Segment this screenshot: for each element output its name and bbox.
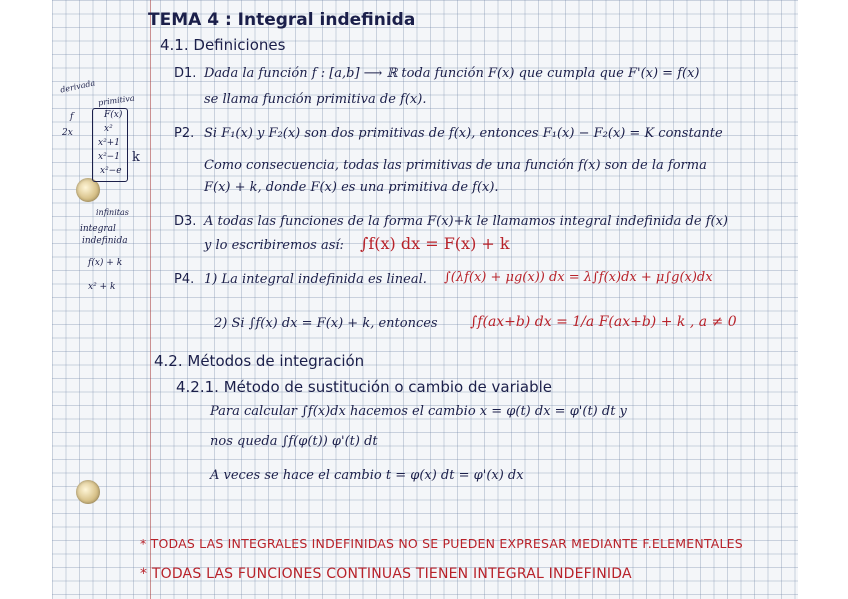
margin-x2-k: x² + k <box>88 282 116 292</box>
margin-f: f <box>70 112 74 122</box>
d3-line1: A todas las funciones de la forma F(x)+k le llamamos integral indefinida de f(x) <box>204 214 728 229</box>
p4-line2: 2) Si ∫f(x) dx = F(x) + k, entonces <box>214 316 438 331</box>
margin-integral: integral <box>80 224 116 234</box>
margin-x2-plus1: x²+1 <box>98 138 120 148</box>
p4-line1: 1) La integral indefinida es lineal. <box>204 272 427 287</box>
margin-fx-k: f(x) + k <box>88 258 123 268</box>
d1-line2: se llama función primitiva de f(x). <box>204 92 427 107</box>
note-2: * TODAS LAS FUNCIONES CONTINUAS TIENEN INTEGRAL INDEFINIDA <box>140 566 632 582</box>
margin-x2-minus1: x²−1 <box>98 152 120 162</box>
d3-label: D3. <box>174 214 197 229</box>
method-line2: nos queda ∫f(φ(t)) φ'(t) dt <box>210 434 378 449</box>
p4-formula2: ∫f(ax+b) dx = 1/a F(ax+b) + k , a ≠ 0 <box>470 314 737 330</box>
margin-derivada: derivada <box>59 78 96 95</box>
margin-infinitas: infinitas <box>96 208 129 217</box>
method-line3: A veces se hace el cambio t = φ(x) dt = φ'(x) dx <box>210 468 524 483</box>
margin-x2: x² <box>104 124 113 134</box>
method-line1: Para calcular ∫f(x)dx hacemos el cambio x = φ(t) dx = φ'(t) dt y <box>210 404 627 419</box>
d1-line1: Dada la función f : [a,b] ⟶ ℝ toda función F(x) que cumpla que F'(x) = f(x) <box>204 66 700 81</box>
margin-primitiva: primitiva <box>97 93 136 108</box>
p2-label: P2. <box>174 126 195 141</box>
d3-formula: ∫f(x) dx = F(x) + k <box>360 234 510 253</box>
margin-2x: 2x <box>62 128 73 138</box>
d1-label: D1. <box>174 66 197 81</box>
margin-Fx: F(x) <box>104 110 123 120</box>
p4-label: P4. <box>174 272 195 287</box>
p2-line1: Si F₁(x) y F₂(x) son dos primitivas de f(x), entonces F₁(x) − F₂(x) = K constante <box>204 126 723 141</box>
binder-hole <box>76 480 100 504</box>
p2-line2: Como consecuencia, todas las primitivas de una función f(x) son de la forma <box>204 158 707 173</box>
section-definiciones: 4.1. Definiciones <box>160 36 286 54</box>
margin-indefinida: indefinida <box>82 236 128 246</box>
section-metodos: 4.2. Métodos de integración <box>154 352 365 370</box>
margin-k: k <box>132 150 140 165</box>
notebook-page <box>52 0 798 599</box>
p4-formula1: ∫(λf(x) + μg(x)) dx = λ∫f(x)dx + μ∫g(x)dx <box>444 270 713 285</box>
page-title: TEMA 4 : Integral indefinida <box>148 10 416 30</box>
margin-line <box>150 0 151 599</box>
d3-line2: y lo escribiremos así: <box>204 238 344 253</box>
note-1: * TODAS LAS INTEGRALES INDEFINIDAS NO SE PUEDEN EXPRESAR MEDIANTE F.ELEMENTALES <box>140 536 743 551</box>
margin-x2-e: x²−e <box>100 166 122 176</box>
p2-line3: F(x) + k, donde F(x) es una primitiva de f(x). <box>204 180 499 195</box>
section-sustitucion: 4.2.1. Método de sustitución o cambio de variable <box>176 378 553 396</box>
